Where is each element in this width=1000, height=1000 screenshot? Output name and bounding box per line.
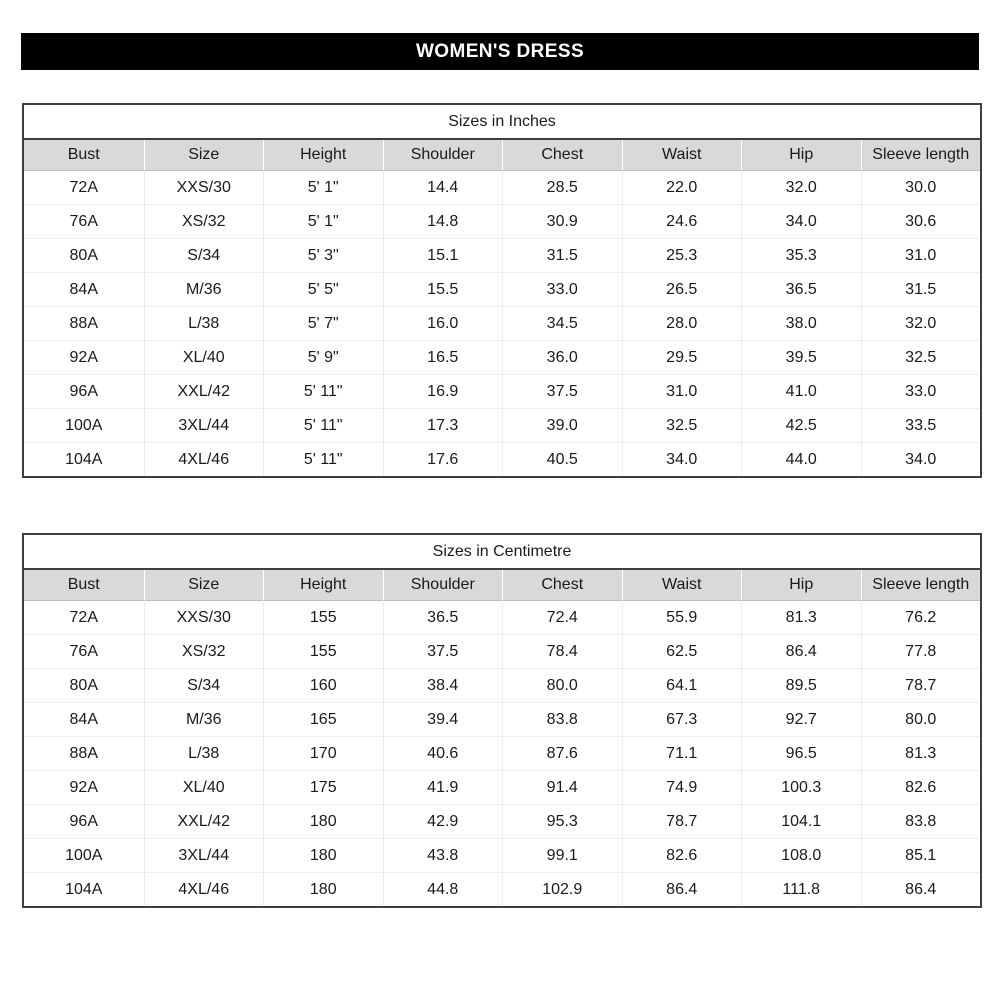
cell: 4XL/46 (144, 443, 264, 476)
column-header-chest: Chest (502, 570, 622, 601)
cell: 160 (263, 669, 383, 703)
cell: 43.8 (383, 839, 503, 873)
cell: XL/40 (144, 341, 264, 375)
table-body (24, 601, 980, 906)
cell: 39.5 (741, 341, 861, 375)
column-header-bust: Bust (24, 570, 144, 601)
cell: 34.0 (861, 443, 981, 476)
cell: S/34 (144, 669, 264, 703)
cell: 83.8 (861, 805, 981, 839)
sizes-in-inches-table (22, 103, 982, 478)
cell: 32.5 (622, 409, 742, 443)
cell: 41.0 (741, 375, 861, 409)
cell: 78.7 (622, 805, 742, 839)
table-row (24, 307, 980, 341)
cell: 100A (24, 409, 144, 443)
cell: 87.6 (502, 737, 622, 771)
cell: 38.0 (741, 307, 861, 341)
cell: 80.0 (502, 669, 622, 703)
cell: 41.9 (383, 771, 503, 805)
cell: 88A (24, 737, 144, 771)
cell: L/38 (144, 307, 264, 341)
cell: 96.5 (741, 737, 861, 771)
cell: 83.8 (502, 703, 622, 737)
cell: 33.0 (861, 375, 981, 409)
cell: 165 (263, 703, 383, 737)
cell: 32.5 (861, 341, 981, 375)
cell: 39.4 (383, 703, 503, 737)
table-title-row (24, 535, 980, 570)
page-title: WOMEN'S DRESS (415, 40, 585, 62)
cell: 71.1 (622, 737, 742, 771)
cell: XS/32 (144, 205, 264, 239)
column-header-height: Height (263, 140, 383, 171)
cell: 15.5 (383, 273, 503, 307)
column-header-chest: Chest (502, 140, 622, 171)
cell: XL/40 (144, 771, 264, 805)
cell: 86.4 (622, 873, 742, 906)
table-row (24, 805, 980, 839)
cell: 25.3 (622, 239, 742, 273)
cell: 39.0 (502, 409, 622, 443)
cell: 44.0 (741, 443, 861, 476)
cell: 28.5 (502, 171, 622, 205)
table-title: Sizes in Centimetre (24, 535, 980, 570)
column-header-shoulder: Shoulder (383, 570, 503, 601)
cell: M/36 (144, 703, 264, 737)
cell: 180 (263, 873, 383, 906)
cell: 104A (65, 880, 103, 898)
cell: 5' 3" (263, 239, 383, 273)
cell: 15.1 (383, 239, 503, 273)
cell: 77.8 (861, 635, 981, 669)
cell: 5' 11" (263, 375, 383, 409)
cell: XXS/30 (144, 601, 264, 635)
cell: XXL/42 (144, 375, 264, 409)
cell: 72A (24, 171, 144, 205)
cell: 78.7 (861, 669, 981, 703)
cell: 96A (24, 375, 144, 409)
cell: 5' 1" (263, 205, 383, 239)
cell: 5' 11" (263, 409, 383, 443)
cell: 80A (24, 239, 144, 273)
cell: 82.6 (861, 771, 981, 805)
cell: 86.4 (741, 635, 861, 669)
column-header-waist: Waist (622, 570, 742, 601)
cell: 80A (24, 669, 144, 703)
cell: 3XL/44 (144, 409, 264, 443)
cell: 72A (24, 601, 144, 635)
table-row (24, 273, 980, 307)
column-header-hip: Hip (741, 570, 861, 601)
cell: 104.1 (741, 805, 861, 839)
cell: 5' 1" (263, 171, 383, 205)
table-row (24, 839, 980, 873)
table-row (24, 601, 980, 635)
cell: 42.5 (741, 409, 861, 443)
cell: 82.6 (622, 839, 742, 873)
table-row (24, 703, 980, 737)
cell: 31.5 (861, 273, 981, 307)
table-row (24, 341, 980, 375)
cell: L/38 (144, 737, 264, 771)
column-header-sleeve-length: Sleeve length (861, 140, 981, 171)
cell: 16.9 (383, 375, 503, 409)
table-row (24, 669, 980, 703)
cell: 175 (263, 771, 383, 805)
cell: 100.3 (741, 771, 861, 805)
cell: 5' 11" (263, 443, 383, 476)
table-row (24, 771, 980, 805)
cell: 31.0 (861, 239, 981, 273)
cell: 14.8 (383, 205, 503, 239)
cell: 74.9 (622, 771, 742, 805)
cell: 111.8 (741, 873, 861, 906)
cell: 36.0 (502, 341, 622, 375)
column-header-waist: Waist (622, 140, 742, 171)
cell: 30.0 (861, 171, 981, 205)
table-row (24, 409, 980, 443)
table-row (24, 375, 980, 409)
table-row (24, 737, 980, 771)
cell: 76.2 (861, 601, 981, 635)
cell: 67.3 (622, 703, 742, 737)
cell: 40.5 (502, 443, 622, 476)
cell: 17.3 (383, 409, 503, 443)
page-title-banner (21, 33, 979, 70)
cell: 85.1 (861, 839, 981, 873)
cell: 92A (24, 771, 144, 805)
cell: 180 (263, 839, 383, 873)
cell: 29.5 (622, 341, 742, 375)
cell: 5' 9" (263, 341, 383, 375)
cell: 38.4 (383, 669, 503, 703)
cell: 40.6 (383, 737, 503, 771)
table-row (24, 635, 980, 669)
cell: S/34 (144, 239, 264, 273)
cell: 31.5 (502, 239, 622, 273)
cell: 100A (24, 839, 144, 873)
table-row (24, 443, 980, 476)
cell: 92.7 (741, 703, 861, 737)
table-title-row (24, 105, 980, 140)
cell: 62.5 (622, 635, 742, 669)
sizes-in-centimetre-table (22, 533, 982, 908)
cell: 84A (24, 703, 144, 737)
cell: 81.3 (741, 601, 861, 635)
cell: 155 (263, 635, 383, 669)
table-header-row (24, 570, 980, 601)
cell: 78.4 (502, 635, 622, 669)
cell: 3XL/44 (144, 839, 264, 873)
cell: 28.0 (622, 307, 742, 341)
cell: 37.5 (383, 635, 503, 669)
cell: 16.0 (383, 307, 503, 341)
cell: 86.4 (861, 873, 981, 906)
cell: 26.5 (622, 273, 742, 307)
cell: 44.8 (383, 873, 503, 906)
cell: 155 (263, 601, 383, 635)
cell: 84A (24, 273, 144, 307)
column-header-hip: Hip (741, 140, 861, 171)
column-header-size: Size (144, 140, 264, 171)
cell: 17.6 (383, 443, 503, 476)
cell: XXS/30 (144, 171, 264, 205)
cell: 180 (263, 805, 383, 839)
cell: 4XL/46 (144, 873, 264, 906)
cell: 24.6 (622, 205, 742, 239)
cell: 33.5 (861, 409, 981, 443)
cell: 30.9 (502, 205, 622, 239)
cell: 33.0 (502, 273, 622, 307)
table-row (24, 873, 980, 906)
cell: 16.5 (383, 341, 503, 375)
cell: 170 (263, 737, 383, 771)
cell: XXL/42 (144, 805, 264, 839)
cell: M/36 (144, 273, 264, 307)
cell: 76A (24, 205, 144, 239)
cell: 30.6 (861, 205, 981, 239)
cell: 80.0 (861, 703, 981, 737)
cell: 102.9 (502, 873, 622, 906)
cell: 72.4 (502, 601, 622, 635)
cell: 36.5 (741, 273, 861, 307)
table-header-row (24, 140, 980, 171)
cell: 81.3 (861, 737, 981, 771)
cell: 35.3 (741, 239, 861, 273)
cell: 96A (24, 805, 144, 839)
cell: 31.0 (622, 375, 742, 409)
table-title: Sizes in Inches (24, 105, 980, 140)
table-row (24, 171, 980, 205)
cell: 64.1 (622, 669, 742, 703)
cell: 89.5 (741, 669, 861, 703)
cell: 104A (65, 450, 103, 468)
cell: 42.9 (383, 805, 503, 839)
table-body (24, 171, 980, 476)
cell: 92A (24, 341, 144, 375)
column-header-height: Height (263, 570, 383, 601)
column-header-bust: Bust (24, 140, 144, 171)
cell: 22.0 (622, 171, 742, 205)
cell: 55.9 (622, 601, 742, 635)
cell: 34.0 (741, 205, 861, 239)
table-row (24, 239, 980, 273)
cell: XS/32 (144, 635, 264, 669)
cell: 5' 7" (263, 307, 383, 341)
cell: 34.0 (622, 443, 742, 476)
cell: 5' 5" (263, 273, 383, 307)
cell: 37.5 (502, 375, 622, 409)
cell: 108.0 (741, 839, 861, 873)
cell: 32.0 (861, 307, 981, 341)
cell: 76A (24, 635, 144, 669)
cell: 36.5 (383, 601, 503, 635)
cell: 32.0 (741, 171, 861, 205)
column-header-sleeve-length: Sleeve length (861, 570, 981, 601)
cell: 99.1 (502, 839, 622, 873)
column-header-size: Size (144, 570, 264, 601)
cell: 88A (24, 307, 144, 341)
column-header-shoulder: Shoulder (383, 140, 503, 171)
cell: 34.5 (502, 307, 622, 341)
cell: 95.3 (502, 805, 622, 839)
table-row (24, 205, 980, 239)
cell: 91.4 (502, 771, 622, 805)
cell: 14.4 (383, 171, 503, 205)
